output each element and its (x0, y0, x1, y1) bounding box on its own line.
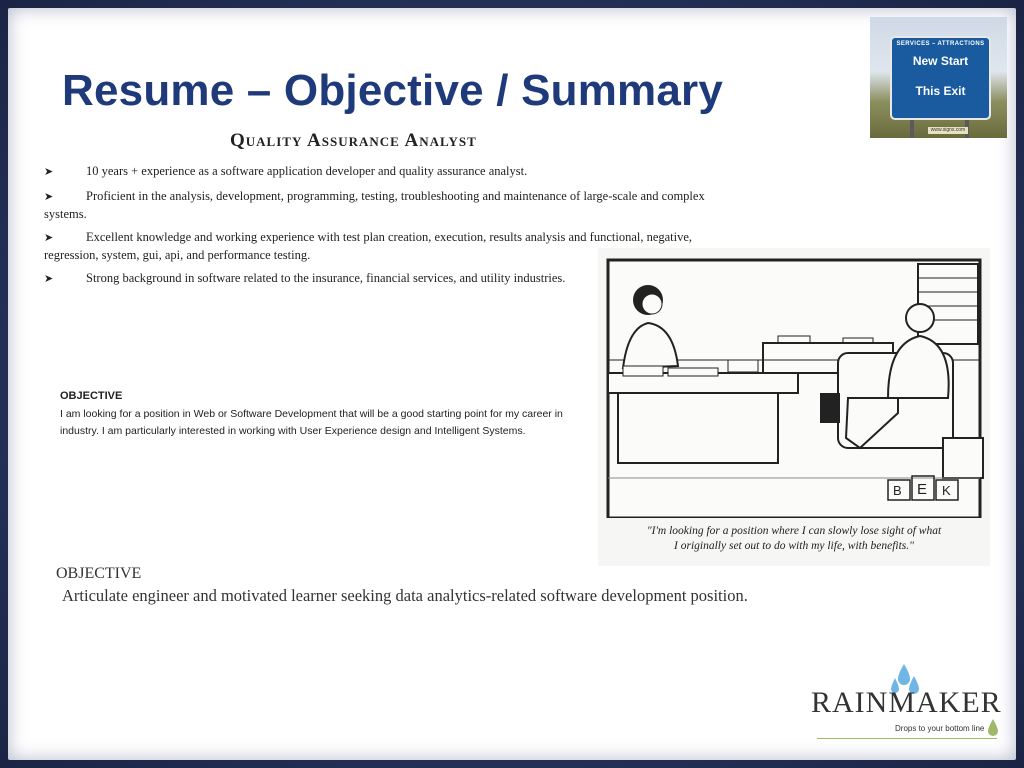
sign-line-this-exit: This Exit (915, 84, 966, 98)
signature-letter: B (893, 483, 902, 498)
cartoon-caption (598, 524, 990, 554)
sign-watermark: www.signs.com (928, 127, 968, 134)
caption-line: "I'm looking for a position where I can slowly lose sight of what (646, 525, 942, 537)
objective-one-heading: OBJECTIVE (60, 390, 123, 402)
qa-bullet-item (44, 163, 734, 181)
office-cartoon-image (598, 248, 990, 566)
objective-two-text: Articulate engineer and motivated learner seeking data analytics-related software development position. (62, 586, 748, 605)
rainmaker-logo (811, 660, 1001, 742)
objective-two-heading: OBJECTIVE (56, 565, 142, 582)
bullet-arrow-icon: ➤ (44, 273, 54, 285)
qa-bullet-text: Proficient in the analysis, development, programming, testing, troubleshooting and maintenance of large-scale and complex systems. (44, 189, 705, 221)
qa-bullet-text: 10 years + experience as a software application developer and quality assurance analyst. (86, 164, 528, 178)
qa-bullet-item (44, 270, 604, 288)
caption-line: I originally set out to do with my life, with benefits." (674, 540, 914, 552)
signature-letter: E (917, 481, 928, 498)
qa-resume-heading: Quality Assurance Analyst (230, 130, 477, 151)
bullet-arrow-icon: ➤ (44, 166, 54, 178)
signature-letter: K (942, 483, 951, 498)
logo-underline (817, 738, 997, 739)
bullet-arrow-icon: ➤ (44, 191, 54, 203)
logo-tagline: Drops to your bottom line (895, 724, 985, 733)
sign-line-new-start: New Start (912, 54, 969, 68)
objective-one-text: I am looking for a position in Web or Software Development that will be a good starting point for my career in industry. I am particularly interested in working with User Experience design and Intelligent Systems. (60, 408, 563, 437)
slide (8, 8, 1016, 760)
green-drop-icon (987, 718, 999, 738)
logo-wordmark: RAINMAKER (811, 686, 1002, 719)
qa-bullet-text: Excellent knowledge and working experience with test plan creation, execution, results analysis and functional, negative, regression, system, gui, api, and performance testing. (44, 230, 693, 262)
qa-bullet-text: Strong background in software related to the insurance, financial services, and utility industries. (86, 271, 566, 285)
sign-panel (890, 36, 991, 120)
bullet-arrow-icon: ➤ (44, 232, 54, 244)
qa-bullet-item (44, 188, 734, 223)
sign-band-text: SERVICES – ATTRACTIONS (896, 41, 985, 47)
new-start-sign-image (870, 17, 1007, 138)
cartoon-drawing (598, 248, 990, 518)
slide-title: Resume – Objective / Summary (62, 66, 724, 115)
